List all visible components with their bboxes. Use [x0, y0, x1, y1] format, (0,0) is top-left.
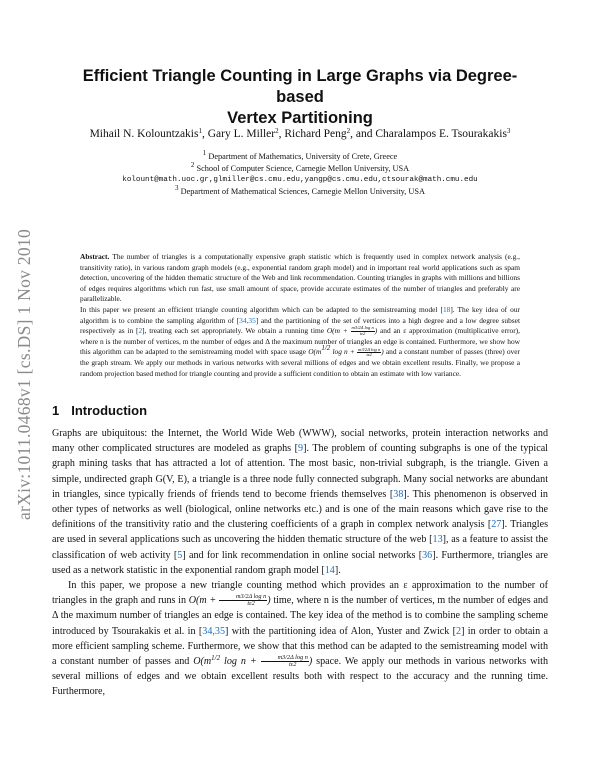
- abstract-text: and a constant number of passes (three) over the graph stream. We apply our methods in various networks with several millions of edges and we obtain excellent results. Finally, we propose a random projection based method for triangle counting and provide a sufficient condition to obtain an estimate with low variance.: [80, 347, 520, 378]
- body-text: ] and for link recommendation in online social networks [: [182, 549, 423, 561]
- formula-close: ): [267, 595, 271, 607]
- fraction-denominator: tε2: [289, 661, 297, 669]
- abstract-text: ] and the partitioning of the set of vertices into a high degree and a low degree subset respectively as in [: [80, 315, 521, 336]
- formula-fraction: [261, 655, 309, 669]
- body-text: ] with the partitioning idea of Alon, Yuster and Zwick [: [225, 625, 457, 637]
- formula-log: log n +: [224, 656, 257, 668]
- fraction-denominator: tε2: [359, 330, 366, 336]
- affiliation-text: Department of Mathematical Sciences, Carnegie Mellon University, USA: [180, 187, 425, 196]
- body-text: ].: [334, 564, 341, 576]
- affiliation-mark: 2: [190, 161, 195, 169]
- citation-link[interactable]: 13: [432, 534, 443, 546]
- citation-link[interactable]: 2: [138, 326, 143, 336]
- abstract-text: and an ε approximation (multiplicative error), where n is the number of vertices, m the number of edges and Δ the maximum number of triangles an edge is contained. Furthermore, we show how this algorithm can be adapted to the semistreaming model with space usage: [80, 326, 520, 357]
- paper-title: [60, 66, 540, 129]
- author-separator: , and: [350, 128, 376, 140]
- citation-link[interactable]: 2: [456, 625, 462, 637]
- fraction-numerator: m3/2Δ log n: [358, 346, 381, 352]
- formula-close: ): [381, 347, 384, 357]
- section-number: 1: [52, 403, 60, 418]
- formula-exponent: 1/2: [321, 344, 331, 353]
- author-affiliation-mark: 3: [506, 127, 511, 135]
- author-separator: ,: [278, 128, 285, 140]
- formula-fraction: [351, 325, 378, 336]
- body-text: ] in order to obtain a more efficient sampling scheme. Furthermore, we show that this method can be adapted to the semistreaming model with a constant number of passes and: [52, 625, 549, 668]
- abstract-text: The number of triangles is a computationally expensive graph statistic which is frequently used in complex network analysis (e.g., transitivity ratio), in various random graph models (e.g., exponential random graph model) and in important real world applications such as spam detection, uncovering of the hidden thematic structure of the Web and link recommendation. Counting triangles in graphs with millions and billions of edges requires algorithms which run fast, use small amount of space, provide accurate estimates of the number of triangles and preferably are parallelizable.: [80, 252, 520, 304]
- formula-prefix: O(m +: [188, 595, 217, 607]
- formula-fraction: [219, 594, 267, 608]
- author-name: Mihail N. Kolountzakis: [89, 128, 199, 140]
- formula-close: ): [374, 326, 378, 336]
- citation-link[interactable]: 18: [442, 304, 451, 314]
- fraction-denominator: tε2: [247, 600, 255, 608]
- author-separator: ,: [201, 128, 208, 140]
- author-affiliation-mark: 2: [275, 127, 279, 135]
- body-text: time, where n is the number of vertices, m the number of edges and Δ the maximum number of triangles an edge is contained. The key idea of the method is to combine the sampling scheme introduced by Tsourakakis et al. in [: [52, 595, 548, 637]
- citation-link[interactable]: 38: [393, 488, 404, 500]
- title-line-1: Efficient Triangle Counting in Large Graphs via Degree-based: [82, 67, 518, 106]
- fraction-numerator: m3/2Δ log n: [351, 325, 374, 331]
- author-name: Gary L. Miller: [207, 128, 276, 140]
- arxiv-stamp-container: [12, 192, 38, 556]
- body-text: Graphs are ubiquitous: the Internet, the World Wide Web (WWW), social networks, protein interaction networks and many other complicated structures are modeled as graphs [: [52, 428, 548, 455]
- abstract-text: ]. The key idea of our algorithm is to combine the sampling algorithm of [: [80, 304, 520, 325]
- author-emails: kolount@math.uoc.gr,glmiller@cs.cmu.edu,yangp@cs.cmu.edu,ctsourak@math.cmu.edu: [122, 176, 478, 184]
- body-text: ]. Furthermore, triangles are used as a network statistic in the exponential random graph model [: [52, 549, 548, 576]
- body-text: space. We apply our methods in various networks with several millions of edges and we obtain excellent results both with respect to the accuracy and the running time. Furthermore,: [52, 656, 549, 698]
- running-time-formula: [189, 595, 271, 606]
- body-text: ]. This phenomenon is observed in other types of networks as well (biological, online networks etc.) and is one of the main reasons which gave rise to the definitions of the transitivity ratio and the clustering coefficients of a graph in complex network analysis [: [52, 488, 548, 531]
- author-name: Richard Peng: [284, 128, 347, 140]
- formula-prefix: O(m +: [326, 326, 348, 336]
- section-heading-introduction: [52, 403, 147, 418]
- space-usage-formula: [193, 653, 313, 669]
- formula-prefix: O(m: [193, 656, 212, 668]
- formula-log: log n +: [332, 347, 355, 357]
- intro-paragraph-2: [52, 578, 548, 700]
- arxiv-identifier: arXiv:1011.0468v1 [cs.DS] 1 Nov 2010: [14, 228, 35, 520]
- author-list: [60, 128, 540, 140]
- body-text: In this paper, we propose a new triangle counting method which provides an ε approximation to the number of triangles in the graph and runs in: [52, 580, 548, 607]
- formula-exponent: 1/2: [211, 654, 221, 663]
- citation-link[interactable]: 9: [298, 443, 304, 455]
- affiliation-text: Department of Mathematics, University of Crete, Greece: [208, 152, 398, 161]
- fraction-denominator: tε2: [366, 352, 372, 358]
- citation-link[interactable]: 14: [324, 564, 335, 576]
- citation-link[interactable]: 36: [422, 549, 433, 561]
- section-title: Introduction: [71, 403, 148, 418]
- citation-link[interactable]: 27: [491, 519, 502, 531]
- intro-paragraph-1: [52, 426, 548, 578]
- affiliation-3: [60, 184, 540, 196]
- introduction-body: [52, 426, 548, 700]
- abstract-label: Abstract.: [80, 252, 110, 261]
- author-name: Charalampos E. Tsourakakis: [375, 128, 507, 140]
- running-time-formula: [327, 326, 377, 335]
- space-usage-formula: [308, 344, 384, 358]
- body-text: ]. The problem of counting subgraphs is one of the typical graph mining tasks that has attracted a lot of attention. The most basic, non-trivial subgraph, is the triangle. Given a simple, undirected graph G(V, E), a triangle is a three node fully connected subgraph. Many social networks are abundant in triangles, since typically friends of friends tend to become friends themselves [: [52, 443, 548, 500]
- affiliation-mark: 3: [175, 184, 179, 192]
- fraction-numerator: m3/2Δ log n: [219, 594, 267, 601]
- formula-close: ): [308, 656, 313, 668]
- abstract-paragraph-2: [80, 305, 520, 379]
- formula-prefix: O(m: [308, 347, 322, 357]
- formula-fraction: [357, 346, 384, 358]
- abstract-text: ], treating each set appropriately. We obtain a running time: [142, 326, 325, 336]
- body-text: ]. Triangles are used in several applications such as uncovering the hidden thematic structure of the web [: [52, 519, 548, 546]
- body-text: ], as a feature to assist the classification of web activity [: [52, 534, 549, 561]
- abstract-text: In this paper we present an efficient triangle counting algorithm which can be adapted to the semistreaming model [: [80, 304, 443, 314]
- fraction-numerator: m3/2Δ log n: [261, 655, 309, 662]
- citation-link[interactable]: 34,35: [202, 625, 225, 637]
- author-affiliation-mark: 2: [346, 127, 351, 135]
- affiliation-2: [60, 161, 540, 173]
- affiliation-mark: 1: [202, 149, 207, 157]
- author-affiliation-mark: 1: [198, 127, 202, 135]
- abstract: [80, 252, 520, 379]
- citation-link[interactable]: 34,35: [239, 315, 256, 325]
- affiliation-text: School of Computer Science, Carnegie Mellon University, USA: [196, 164, 410, 173]
- affiliation-1: [60, 149, 540, 161]
- citation-link[interactable]: 5: [177, 549, 183, 561]
- abstract-paragraph-1: [80, 252, 520, 305]
- title-line-2: Vertex Partitioning: [227, 109, 373, 127]
